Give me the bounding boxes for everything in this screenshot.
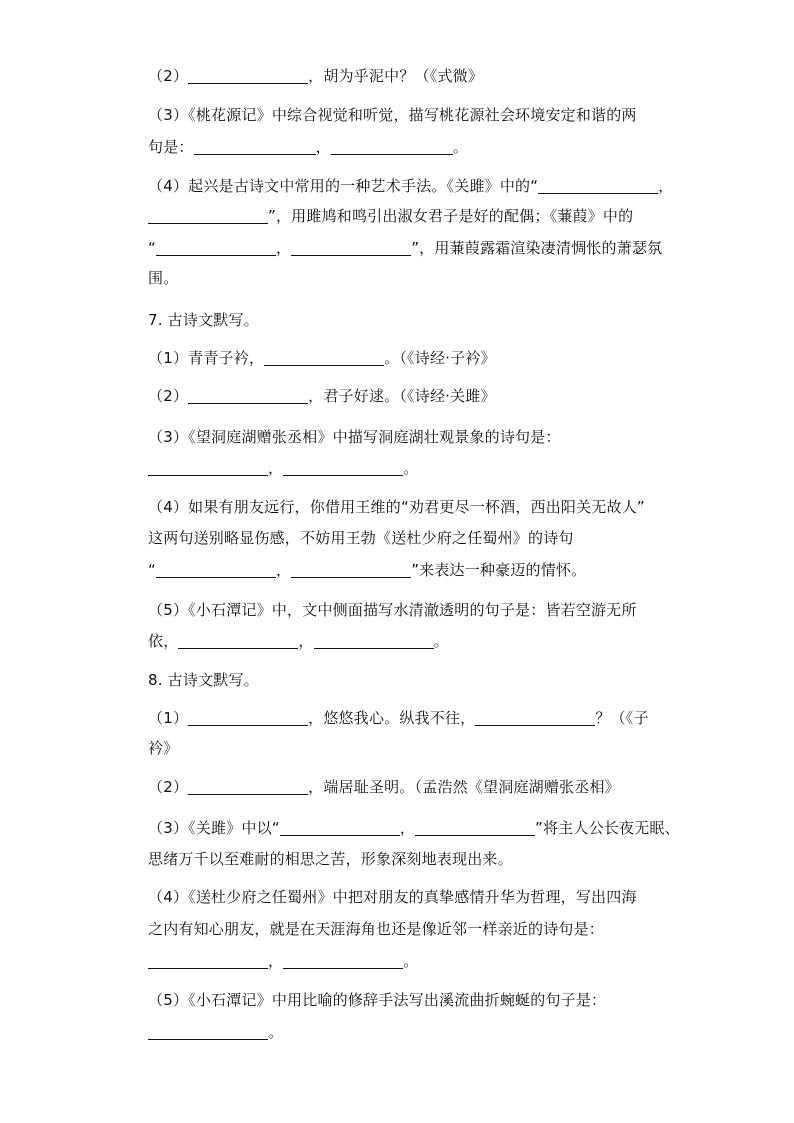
answer-blank[interactable] [291,561,411,578]
q7-4-line-2 [148,528,574,548]
separator-comma: ， [268,459,284,477]
answer-blank[interactable] [188,778,308,795]
answer-blank[interactable] [148,1023,268,1040]
answer-blank[interactable] [264,349,384,366]
open-quote: “ [148,561,156,579]
q8-4-line-3 [148,951,418,971]
answer-blank[interactable] [538,177,658,194]
q6-3-line-2 [148,137,468,157]
answer-blank[interactable] [415,819,535,836]
answer-blank[interactable] [331,138,453,155]
q8-1-prefix: （1） [148,709,189,727]
q8-2-line [148,777,620,797]
q6-2-suffix: ，胡为乎泥中？（《式微》 [308,67,484,85]
answer-blank[interactable] [283,459,403,476]
q7-2-prefix: （2） [148,387,189,405]
q8-3-text-2: ”将主人公长夜无眠、 [535,819,680,837]
q6-4-line-2 [148,206,633,226]
q7-1-suffix: 。（《诗经·子衿》 [384,349,496,367]
q8-1-middle: ，悠悠我心。纵我不往， [308,709,476,727]
answer-blank[interactable] [291,239,411,256]
q8-1-line-2 [148,738,178,758]
q6-3-line-1 [148,105,637,125]
end-period: 。 [433,632,449,650]
q7-4-line-1 [148,497,645,517]
q7-4-text-3: ”来表达一种豪迈的情怀。 [411,561,587,579]
q7-1-prefix: （1）青青子衿， [148,349,265,367]
separator-comma: ， [268,952,284,970]
answer-blank[interactable] [188,709,308,726]
q8-1-line-1 [148,708,649,728]
question-7-title: 7. 古诗文默写。 [148,311,259,329]
q8-5-text: （5）《小石潭记》中用比喻的修辞手法写出溪流曲折蜿蜒的句子是： [148,991,607,1009]
answer-blank[interactable] [188,67,308,84]
q6-3-text: （3）《桃花源记》中综合视觉和听觉，描写桃花源社会环境安定和谐的两 [148,106,637,124]
q7-4-text: （4）如果有朋友远行，你借用王维的“劝君更尽一杯酒，西出阳关无故人” [148,498,645,516]
q7-4-text-2: 这两句送别略显伤感，不妨用王勃《送杜少府之任蜀州》的诗句 [148,529,574,547]
end-period: 。 [403,952,419,970]
answer-blank[interactable] [475,709,595,726]
question-8-title: 8. 古诗文默写。 [148,671,259,689]
end-period: 。 [403,459,419,477]
q8-5-line-2 [148,1022,283,1042]
q8-4-line-1 [148,887,637,907]
q7-4-line-3 [148,560,586,580]
open-quote: “ [148,239,156,257]
answer-blank[interactable] [148,207,268,224]
q6-4-text: （4）起兴是古诗文中常用的一种艺术手法。《关雎》中的“ [148,177,539,195]
answer-blank[interactable] [156,561,276,578]
q7-3-line-1 [148,427,561,447]
q8-5-line-1 [148,990,606,1010]
end-period: 。 [268,1023,284,1041]
separator-comma: ， [658,177,674,195]
q7-5-text: （5）《小石潭记》中，文中侧面描写水清澈透明的句子是：皆若空游无所 [148,601,637,619]
q6-4-text-3: ”，用蒹葭露霜渲染凄清惆怅的萧瑟氛 [411,239,663,257]
q6-4-text-2: ”，用雎鸠和鸣引出淑女君子是好的配偶；《蒹葭》中的 [268,207,634,225]
answer-blank[interactable] [188,387,308,404]
q8-1-source: 衿》 [148,739,179,757]
q7-1-line [148,348,496,368]
q7-5-lead: 依， [148,632,179,650]
q6-2-prefix: （2） [148,67,189,85]
q8-2-prefix: （2） [148,778,189,796]
q8-1-suffix: ？（《子 [595,709,649,727]
q7-3-line-2 [148,458,418,478]
answer-blank[interactable] [148,952,268,969]
end-period: 。 [452,138,469,156]
answer-blank[interactable] [283,952,403,969]
q8-3-text-3: 思绪万千以至难耐的相思之苦，形象深刻地表现出来。 [148,850,513,868]
q8-4-line-2 [148,919,604,939]
q6-4-line-1 [148,176,673,196]
q6-4-line-4 [148,268,178,288]
q8-4-text: （4）《送杜少府之任蜀州》中把对朋友的真挚感情升华为哲理，写出四海 [148,888,637,906]
q7-2-line [148,386,496,406]
answer-blank[interactable] [156,239,276,256]
answer-blank[interactable] [178,632,298,649]
q7-2-suffix: ，君子好逑。（《诗经·关雎》 [308,387,496,405]
answer-blank[interactable] [314,632,434,649]
q8-2-suffix: ，端居耻圣明。（孟浩然《望洞庭湖赠张丞相》 [308,778,620,796]
q6-4-line-3 [148,238,662,258]
q7-5-line-2 [148,631,449,651]
answer-blank[interactable] [280,819,400,836]
separator-comma: ， [315,138,331,156]
q8-3-text: （3）《关雎》中以“ [148,819,280,837]
question-7-heading [148,310,259,330]
q8-3-line-1 [148,818,680,838]
answer-blank[interactable] [194,138,316,155]
q6-4-text-4: 围。 [148,269,179,287]
q6-3-lead: 句是： [148,138,194,156]
q8-4-text-2: 之内有知心朋友，就是在天涯海角也还是像近邻一样亲近的诗句是： [148,920,605,938]
separator-comma: ， [275,561,292,579]
separator-comma: ， [275,239,292,257]
question-8-heading [148,670,259,690]
q8-3-line-2 [148,849,513,869]
q6-2-line [148,66,483,86]
separator-comma: ， [399,819,416,837]
q7-5-line-1 [148,600,637,620]
answer-blank[interactable] [148,459,268,476]
q7-3-text: （3）《望洞庭湖赠张丞相》中描写洞庭湖壮观景象的诗句是： [148,428,561,446]
separator-comma: ， [298,632,314,650]
